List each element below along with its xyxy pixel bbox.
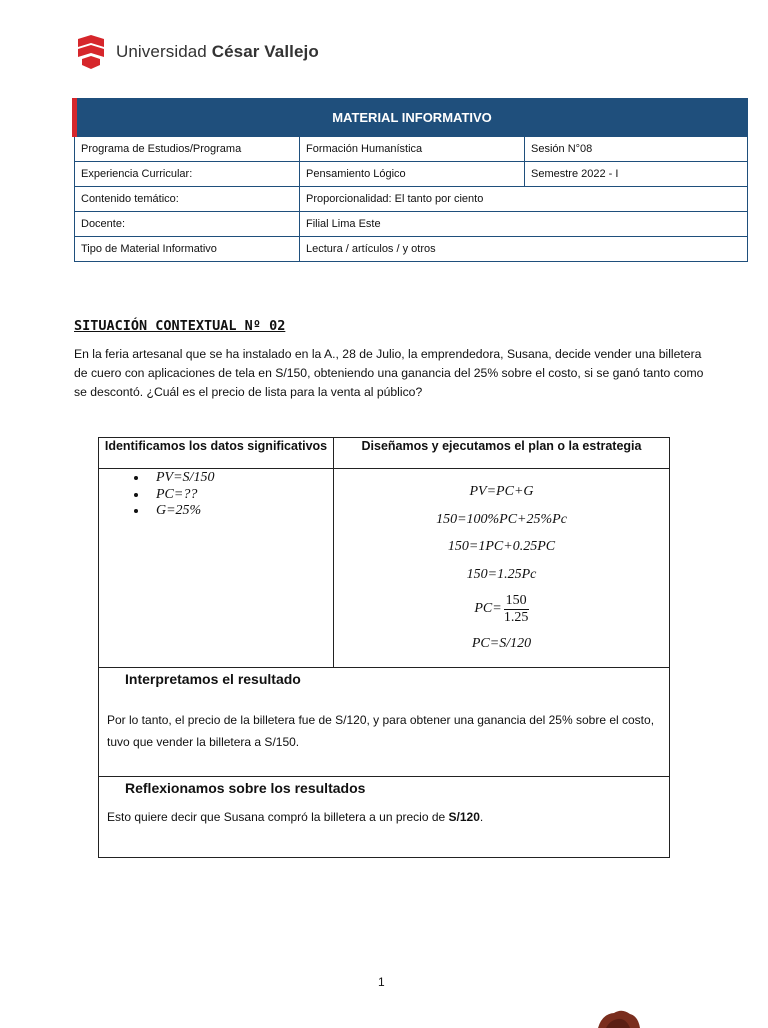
- reflect-text-main: Esto quiere decir que Susana compró la billetera a un precio de: [107, 810, 449, 824]
- situation-text: En la feria artesanal que se ha instalado en la A., 28 de Julio, la emprendedora, Susana, decide vender una billetera de cuero con aplicaciones de tela en S/150, obteniendo una ganancia del 25% sobre el costo, si se ganó tanto como se descontó. ¿Cuál es el precio de lista para la venta al público?: [74, 347, 704, 399]
- info-row: [75, 237, 748, 262]
- reflect-text: [100, 806, 668, 828]
- plan-column-header: Diseñamos y ejecutamos el plan o la estrategia: [334, 438, 670, 469]
- reflect-text-end: .: [479, 810, 484, 824]
- data-column-header: Identificamos los datos significativos: [99, 438, 334, 469]
- info-row: [75, 212, 748, 237]
- corner-illustration-icon: [596, 1008, 640, 1028]
- material-info-title: MATERIAL INFORMATIVO: [75, 99, 748, 137]
- info-row: [75, 137, 748, 162]
- data-item: • PV=S/150: [148, 470, 332, 487]
- info-row: [75, 187, 748, 212]
- info-cell: Filial Lima Este: [300, 212, 748, 237]
- info-cell: Sesión N°08: [525, 137, 748, 162]
- university-name: [116, 42, 319, 62]
- fraction-denominator: 1.25: [503, 609, 529, 625]
- info-cell: Docente:: [75, 212, 300, 237]
- equation: 150=1.25Pc: [466, 566, 537, 582]
- interpret-section: [99, 668, 670, 777]
- reflect-price: S/120: [448, 810, 480, 824]
- interpret-title: Interpretamos el resultado: [125, 671, 301, 687]
- info-cell: Semestre 2022 - I: [525, 162, 748, 187]
- info-cell: Programa de Estudios/Programa: [75, 137, 300, 162]
- university-name-bold: César Vallejo: [211, 42, 319, 61]
- fraction-lhs: PC=: [474, 601, 502, 616]
- final-equation: PC=S/120: [471, 636, 532, 651]
- info-cell: Pensamiento Lógico: [300, 162, 525, 187]
- fraction-equation: [335, 588, 668, 630]
- equation: 150=100%PC+25%Pc: [436, 511, 567, 527]
- reflect-title: Reflexionamos sobre los resultados: [125, 780, 366, 796]
- data-item: • PC=??: [148, 487, 332, 504]
- data-list: [100, 470, 332, 520]
- info-cell: Experiencia Curricular:: [75, 162, 300, 187]
- equation: 150=1PC+0.25PC: [447, 539, 556, 554]
- solution-table: [98, 437, 670, 858]
- data-item: • G=25%: [148, 503, 332, 520]
- info-cell: Contenido temático:: [75, 187, 300, 212]
- info-cell: Lectura / artículos / y otros: [300, 237, 748, 262]
- reflect-section: [99, 777, 670, 858]
- university-name-regular: Universidad: [116, 42, 212, 61]
- interpret-text: Por lo tanto, el precio de la billetera fue de S/120, y para obtener una ganancia del 25% sobre el costo, tuvo que vender la billetera a S/150.: [107, 713, 655, 749]
- situation-title: SITUACIÓN CONTEXTUAL Nº 02: [74, 318, 286, 334]
- university-logo: [76, 35, 319, 69]
- info-cell: Formación Humanística: [300, 137, 525, 162]
- data-cell: [99, 469, 334, 668]
- fraction: [504, 593, 529, 626]
- fraction-numerator: 150: [505, 592, 527, 608]
- material-info-table: [72, 98, 748, 262]
- info-row: [75, 162, 748, 187]
- page-number: 1: [378, 975, 385, 989]
- equations-cell: [334, 469, 670, 668]
- info-cell: Proporcionalidad: El tanto por ciento: [300, 187, 748, 212]
- ucv-shield-icon: [76, 35, 106, 69]
- info-cell: Tipo de Material Informativo: [75, 237, 300, 262]
- equation: PV=PC+G: [469, 484, 534, 499]
